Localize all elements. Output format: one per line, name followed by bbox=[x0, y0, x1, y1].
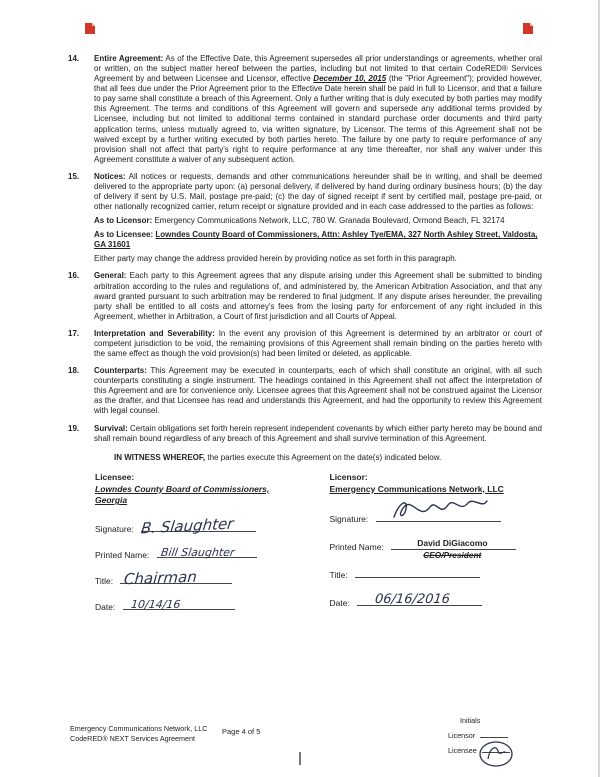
red-note-annotation-icon-right[interactable] bbox=[522, 22, 534, 40]
licensee-date-row bbox=[95, 599, 308, 611]
licensor-title-line bbox=[355, 567, 480, 578]
licensee-signature-line bbox=[140, 514, 256, 538]
licensor-date-line bbox=[357, 592, 482, 608]
footer-company-line1: Emergency Communications Network, LLC bbox=[70, 724, 208, 733]
prior-agreement-date: December 10, 2015 bbox=[313, 74, 387, 84]
paragraph-body: Certain obligations set forth herein represent independent covenants by which either party hereto may be bound and shall remain bound regardless of any breach of this Agreement and shall survive termination of this Agreement. bbox=[94, 423, 542, 443]
paragraph-16-general bbox=[68, 271, 542, 321]
licensor-initials-label: Licensor bbox=[448, 731, 476, 740]
initials-label: Initials bbox=[460, 716, 481, 725]
licensee-title-row bbox=[95, 567, 308, 588]
licensee-party-name bbox=[95, 484, 308, 507]
paragraph-17-interpretation-severability bbox=[68, 329, 542, 359]
paragraph-body: This Agreement may be executed in counterparts, each of which shall constitute an original, with all such counterparts constituting a single instrument. The headings contained in this Agreement shall not affect the interpretation of this Agreement and are for convenience only. Licensee agrees that this Agreement shall not be construed against the Licensor as the drafter, and that Licensee has read and understands this Agreement, and had the opportunity to review this Agreement with legal counsel. bbox=[94, 366, 542, 416]
paragraph-title: General: bbox=[94, 271, 127, 281]
licensor-address-line bbox=[94, 216, 542, 226]
licensee-address: Lowndes County Board of Commissioners, Attn: Ashley Tye/EMA, 327 North Ashley Street, Valdosta, GA 31601 bbox=[94, 230, 538, 250]
paragraph-text bbox=[94, 54, 542, 165]
licensee-party-line2: Georgia bbox=[95, 495, 128, 506]
paragraph-body: In the event any provision of this Agreement is determined by an arbitrator or court of competent jurisdiction to be void, the remaining provisions of this Agreement shall remain binding on the parties hereto with the same effect as though the void provision(s) had been limited or deleted, as applicable. bbox=[94, 328, 542, 359]
licensor-address-label: As to Licensor: bbox=[94, 216, 153, 226]
licensor-party-name: Emergency Communications Network, LLC bbox=[329, 483, 504, 494]
paragraph-number: 19. bbox=[68, 423, 80, 433]
licensor-signing-block bbox=[330, 472, 543, 611]
licensor-struck-title: CEO/President bbox=[423, 550, 482, 561]
footer-company-line2: CodeRED® NEXT Services Agreement bbox=[70, 734, 196, 744]
licensee-signature-row bbox=[95, 514, 308, 538]
licensee-printed-name-line bbox=[157, 547, 257, 558]
paragraph-text bbox=[94, 424, 542, 444]
witness-clause bbox=[114, 453, 542, 462]
paragraph-text bbox=[94, 329, 542, 359]
licensee-signing-block bbox=[95, 472, 308, 611]
paragraph-title: Notices: bbox=[94, 171, 126, 181]
printed-name-label: Printed Name: bbox=[95, 549, 150, 560]
initials-block bbox=[448, 716, 510, 755]
licensor-printed-name-row bbox=[329, 538, 543, 561]
red-note-annotation-icon-left[interactable] bbox=[84, 22, 96, 40]
paragraph-body: As of the Effective Date, this Agreement supersedes all prior understandings or agreements, whether oral or written, on the subject matter hereof between the parties, including but not limited to that certain CodeRED® Services Agreement by and between Licensee and Licensor, effective bbox=[94, 54, 542, 84]
date-label: Date: bbox=[95, 601, 116, 612]
paragraph-number: 16. bbox=[68, 271, 80, 281]
paragraph-body: Each party to this Agreement agrees that any dispute arising under this Agreement shall be submitted to binding arbitration according to the rules and regulations of, and administered by, the American Arbitration Association, and that any award granted pursuant to such arbitration may be rendered to final judgment. If any dispute arises hereunder, the prevailing party shall be entitled to all costs and attorney's fees from the losing party for enforcement of any right included in this Agreement, whether in Arbitration, a Court of first jurisdiction and all Courts of Appeal. bbox=[94, 271, 542, 321]
licensor-signature-scrawl bbox=[390, 495, 490, 525]
licensee-initials-label: Licensee bbox=[448, 746, 477, 755]
witness-clause-lead: IN WITNESS WHEREOF, bbox=[114, 452, 206, 462]
paragraph-text bbox=[94, 366, 542, 416]
paragraph-body: (the "Prior Agreement"); provided however, that all fees due under the Prior Agreement prior to the Effective Date herein shall be paid in full to Licensor, and that a failure to pay same shall constitute a breach of this Agreement. Only a further writing that is duly executed by both parties may modify this Agreement. The terms and conditions of this Agreement will govern and supersede any additional terms provided by Licensee, including but not limited to additional terms contained in standard purchase order documents and third party application terms, unless mutually agreed to, via written signature, by Licensor. The terms of this Agreement shall not be waived except by a further writing executed by both parties hereto. The failure by one party to require performance of any provision shall not affect that party's right to require performance at any time thereafter, nor shall any waiver under this Agreement constitute a waiver of any subsequent action. bbox=[94, 74, 542, 164]
date-label: Date: bbox=[329, 598, 350, 609]
licensor-date-row bbox=[329, 592, 543, 609]
printed-name-label: Printed Name: bbox=[329, 542, 384, 553]
licensor-address: Emergency Communications Network, LLC, 780 W. Granada Boulevard, Ormond Beach, FL 32174 bbox=[154, 216, 505, 226]
licensor-printed-name-line bbox=[391, 538, 516, 561]
notices-closing: Either party may change the address provided herein by providing notice as set forth in this paragraph. bbox=[94, 254, 457, 264]
title-label: Title: bbox=[329, 570, 348, 581]
licensee-date-line bbox=[123, 599, 235, 610]
witness-clause-rest: the parties execute this Agreement on the date(s) indicated below. bbox=[207, 452, 442, 462]
signature-label: Signature: bbox=[95, 523, 134, 534]
paragraph-body bbox=[94, 172, 542, 212]
licensor-date-handwriting: 06/16/2016 bbox=[374, 592, 451, 608]
paragraph-text bbox=[94, 271, 542, 321]
paragraph-15-notices bbox=[68, 172, 542, 265]
paragraph-14-entire-agreement bbox=[68, 54, 542, 165]
title-label: Title: bbox=[95, 575, 114, 586]
licensee-title-line bbox=[120, 567, 232, 588]
signature-area bbox=[95, 472, 542, 611]
paragraph-title: Survival: bbox=[94, 423, 128, 433]
licensee-initials-scribble bbox=[476, 737, 516, 771]
scan-artifact-mark bbox=[299, 752, 301, 765]
licensee-heading: Licensee: bbox=[95, 471, 135, 482]
contract-body bbox=[68, 54, 542, 611]
paragraph-19-survival bbox=[68, 424, 542, 444]
paragraph-number: 18. bbox=[68, 366, 80, 376]
licensee-address-line bbox=[94, 230, 542, 250]
licensee-party-line1: Lowndes County Board of Commissioners, bbox=[95, 483, 270, 494]
paragraph-title: Counterparts: bbox=[94, 366, 147, 376]
notices-body: All notices or requests, demands and other communications hereunder shall be in writing, and shall be deemed delivered to the appropriate party upon: (a) personal delivery, if delivered by hand during ordinary business hours; (b) the day of delivery if sent by U.S. Mail, postage pre-paid; (c) the day of signed receipt if sent by certified mail, postage pre-paid, or other nationally recognized carrier, return receipt or signature provided and in each case addressed to the parties as follows: bbox=[94, 171, 543, 212]
signature-label: Signature: bbox=[329, 514, 369, 525]
licensor-heading: Licensor: bbox=[329, 471, 368, 482]
page-number: Page 4 of 5 bbox=[222, 727, 261, 736]
licensee-printed-name-row bbox=[95, 547, 308, 559]
footer-company-block bbox=[70, 724, 207, 744]
licensor-printed-name: David DiGiacomo bbox=[417, 538, 488, 549]
licensee-signature-handwriting: B. Slaughter bbox=[140, 514, 235, 538]
licensor-signature-line bbox=[376, 511, 501, 522]
licensee-initials-row bbox=[448, 745, 510, 755]
paragraph-number: 14. bbox=[68, 54, 80, 63]
licensee-address-label: As to Licensee: bbox=[94, 230, 154, 240]
paragraph-text bbox=[94, 172, 542, 265]
licensee-printed-name-handwriting: Bill Slaughter bbox=[159, 545, 236, 559]
licensor-title-row bbox=[330, 567, 543, 579]
paragraph-title: Interpretation and Severability: bbox=[94, 328, 215, 338]
licensee-date-handwriting: 10/14/16 bbox=[130, 597, 181, 611]
paragraph-number: 15. bbox=[68, 171, 80, 181]
paragraph-number: 17. bbox=[68, 328, 80, 338]
licensee-title-handwriting: Chairman bbox=[123, 567, 198, 588]
paragraph-title: Entire Agreement: bbox=[94, 54, 164, 63]
licensor-signature-row bbox=[330, 511, 543, 523]
paragraph-18-counterparts bbox=[68, 366, 542, 416]
